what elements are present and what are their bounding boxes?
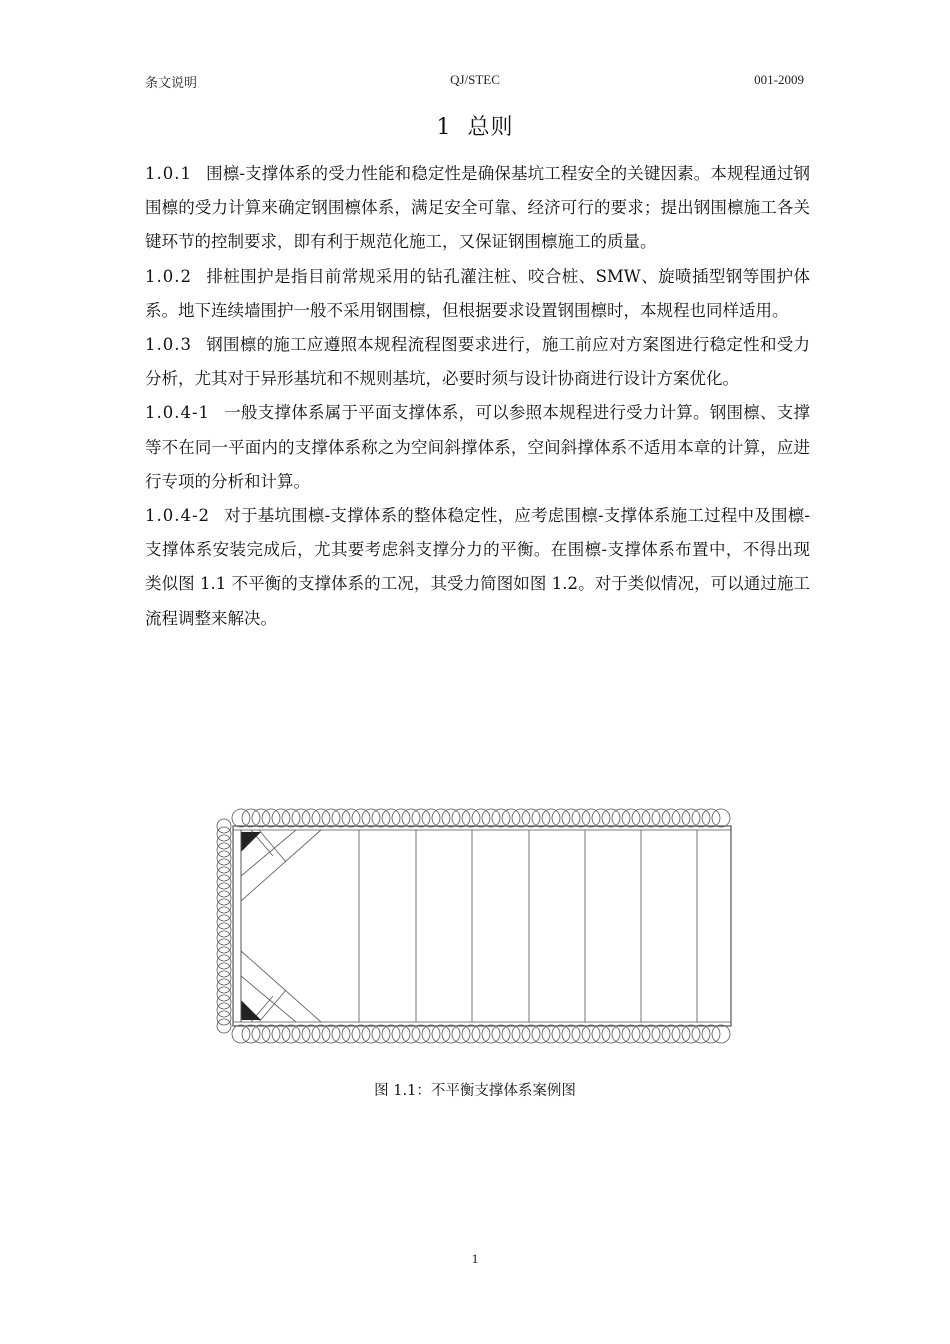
pile-circle bbox=[217, 891, 231, 905]
pile-circle bbox=[692, 1025, 710, 1043]
pile-circle bbox=[672, 809, 690, 827]
pile-circle bbox=[432, 1025, 450, 1043]
pile-circle bbox=[612, 1025, 630, 1043]
pile-circle bbox=[642, 1025, 660, 1043]
pile-circle bbox=[672, 1025, 690, 1043]
pile-circle bbox=[312, 1025, 330, 1043]
pile-circle bbox=[217, 859, 231, 873]
pile-circle bbox=[217, 899, 231, 913]
pile-circle bbox=[232, 1025, 250, 1043]
paragraph-1-0-1 bbox=[145, 157, 810, 260]
pile-circle bbox=[662, 1025, 680, 1043]
pile-circle bbox=[442, 1025, 460, 1043]
unbalanced-bracing-figure bbox=[211, 806, 739, 1046]
pile-circle bbox=[232, 809, 250, 827]
header-left: 条文说明 bbox=[145, 75, 198, 90]
pile-circle bbox=[512, 809, 530, 827]
pile-circle bbox=[282, 809, 300, 827]
pile-circle bbox=[482, 809, 500, 827]
pile-circle bbox=[572, 1025, 590, 1043]
paragraph-number: 1.0.4-2 bbox=[145, 506, 211, 526]
pile-circle bbox=[452, 809, 470, 827]
pile-circle bbox=[242, 809, 260, 827]
pile-circle bbox=[217, 955, 231, 969]
pile-circle bbox=[542, 809, 560, 827]
pile-circle bbox=[692, 809, 710, 827]
pile-circle bbox=[502, 1025, 520, 1043]
paragraph-text: 对于基坑围檩-支撑体系的整体稳定性，应考虑围檩-支撑体系施工过程中及围檩-支撑体系安装完成后，尤其要考虑斜支撑分力的平衡。在围檩-支撑体系布置中，不得出现类似图 1.1 不平衡的支撑体系的工况，其受力简图如图 1.2。对于类似情况，可以通过施工流程调整来解决。 bbox=[145, 506, 810, 628]
pile-circle bbox=[532, 809, 550, 827]
pile-circle bbox=[532, 1025, 550, 1043]
pile-circle bbox=[217, 867, 231, 881]
pile-circle bbox=[217, 947, 231, 961]
pile-circle bbox=[512, 1025, 530, 1043]
pile-circle bbox=[217, 979, 231, 993]
pile-circle bbox=[392, 809, 410, 827]
paragraph-1-0-4-2 bbox=[145, 499, 810, 636]
pile-circle bbox=[682, 809, 700, 827]
bottom-left-corner-block bbox=[241, 1000, 261, 1020]
pile-circle bbox=[352, 809, 370, 827]
pile-circle bbox=[522, 1025, 540, 1043]
pile-circle bbox=[412, 809, 430, 827]
pile-circle bbox=[712, 1025, 730, 1043]
pile-circle bbox=[602, 809, 620, 827]
vertical-struts bbox=[359, 830, 697, 1022]
pile-circle bbox=[217, 987, 231, 1001]
pile-circle bbox=[217, 1011, 231, 1025]
pile-circle bbox=[402, 1025, 420, 1043]
pile-circle bbox=[312, 809, 330, 827]
pile-circle bbox=[217, 971, 231, 985]
pile-circle bbox=[217, 1019, 231, 1033]
pile-circle bbox=[217, 843, 231, 857]
pile-circle bbox=[217, 827, 231, 841]
pile-circle bbox=[582, 809, 600, 827]
left-pile-row bbox=[217, 819, 231, 1033]
paragraph-1-0-4-1 bbox=[145, 396, 810, 499]
pile-circle bbox=[217, 939, 231, 953]
pile-circle bbox=[217, 915, 231, 929]
pile-circle bbox=[217, 875, 231, 889]
pile-circle bbox=[217, 1003, 231, 1017]
pile-circle bbox=[412, 1025, 430, 1043]
pile-circle bbox=[392, 1025, 410, 1043]
pile-circle bbox=[217, 851, 231, 865]
pile-circle bbox=[302, 809, 320, 827]
pile-circle bbox=[462, 1025, 480, 1043]
pile-circle bbox=[492, 1025, 510, 1043]
pile-circle bbox=[642, 809, 660, 827]
pile-circle bbox=[322, 1025, 340, 1043]
pile-circle bbox=[572, 809, 590, 827]
header-center: QJ/STEC bbox=[450, 72, 500, 87]
paragraph-number: 1.0.1 bbox=[145, 164, 192, 183]
pile-circle bbox=[422, 1025, 440, 1043]
pile-circle bbox=[472, 809, 490, 827]
figure-caption: 图 1.1：不平衡支撑体系案例图 bbox=[374, 1083, 576, 1099]
pile-circle bbox=[602, 1025, 620, 1043]
page-number: 1 bbox=[471, 1251, 479, 1266]
pile-circle bbox=[562, 1025, 580, 1043]
header-right: 001-2009 bbox=[754, 72, 804, 87]
pile-circle bbox=[502, 809, 520, 827]
top-pile-row bbox=[232, 809, 730, 827]
pile-circle bbox=[217, 963, 231, 977]
pile-circle bbox=[472, 1025, 490, 1043]
paragraph-number: 1.0.4-1 bbox=[145, 403, 211, 423]
paragraph-text: 钢围檩的施工应遵照本规程流程图要求进行，施工前应对方案图进行稳定性和受力分析，尤其对于异形基坑和不规则基坑，必要时须与设计协商进行设计方案优化。 bbox=[145, 335, 810, 389]
pile-circle bbox=[322, 809, 340, 827]
pile-circle bbox=[702, 809, 720, 827]
pile-circle bbox=[652, 1025, 670, 1043]
pile-circle bbox=[217, 835, 231, 849]
waler-frame bbox=[233, 826, 731, 1026]
pile-circle bbox=[272, 809, 290, 827]
paragraph-1-0-3 bbox=[145, 328, 810, 396]
pile-circle bbox=[217, 883, 231, 897]
pile-circle bbox=[262, 1025, 280, 1043]
pile-circle bbox=[262, 809, 280, 827]
bottom-pile-row bbox=[232, 1025, 730, 1043]
pile-circle bbox=[652, 809, 670, 827]
pile-circle bbox=[332, 1025, 350, 1043]
pile-circle bbox=[632, 809, 650, 827]
pile-circle bbox=[302, 1025, 320, 1043]
pile-circle bbox=[422, 809, 440, 827]
pile-circle bbox=[217, 819, 231, 833]
pile-circle bbox=[372, 1025, 390, 1043]
pile-circle bbox=[252, 1025, 270, 1043]
paragraph-1-0-2 bbox=[145, 260, 810, 328]
pile-circle bbox=[562, 809, 580, 827]
pile-circle bbox=[217, 931, 231, 945]
pile-circle bbox=[622, 809, 640, 827]
pile-circle bbox=[552, 1025, 570, 1043]
pile-circle bbox=[592, 1025, 610, 1043]
paragraph-text: 围檩-支撑体系的受力性能和稳定性是确保基坑工程安全的关键因素。本规程通过钢围檩的受力计算来确定钢围檩体系，满足安全可靠、经济可行的要求；提出钢围檩施工各关键环节的控制要求，即有利于规范化施工，又保证钢围檩施工的质量。 bbox=[145, 164, 810, 252]
pile-circle bbox=[352, 1025, 370, 1043]
pile-circle bbox=[382, 809, 400, 827]
pile-circle bbox=[452, 1025, 470, 1043]
pile-circle bbox=[382, 1025, 400, 1043]
section-title bbox=[0, 110, 950, 141]
pile-circle bbox=[462, 809, 480, 827]
pile-circle bbox=[342, 1025, 360, 1043]
pile-circle bbox=[522, 809, 540, 827]
pile-circle bbox=[582, 1025, 600, 1043]
section-number: 1 bbox=[436, 115, 452, 140]
pile-circle bbox=[242, 1025, 260, 1043]
pile-circle bbox=[402, 809, 420, 827]
pile-circle bbox=[292, 809, 310, 827]
pile-circle bbox=[362, 1025, 380, 1043]
pile-circle bbox=[592, 809, 610, 827]
paragraph-text: 排桩围护是指目前常规采用的钻孔灌注桩、咬合桩、SMW、旋喷插型钢等围护体系。地下连续墙围护一般不采用钢围檩，但根据要求设置钢围檩时，本规程也同样适用。 bbox=[145, 266, 810, 320]
pile-circle bbox=[272, 1025, 290, 1043]
pile-circle bbox=[252, 809, 270, 827]
paragraph-number: 1.0.2 bbox=[145, 266, 192, 286]
pile-circle bbox=[372, 809, 390, 827]
pile-circle bbox=[217, 923, 231, 937]
pile-circle bbox=[432, 809, 450, 827]
pile-circle bbox=[292, 1025, 310, 1043]
body-text bbox=[145, 157, 810, 636]
pile-circle bbox=[217, 907, 231, 921]
pile-circle bbox=[217, 995, 231, 1009]
diagonal-braces bbox=[241, 830, 321, 1022]
pile-circle bbox=[662, 809, 680, 827]
pile-circle bbox=[362, 809, 380, 827]
pile-circle bbox=[482, 1025, 500, 1043]
pile-circle bbox=[612, 809, 630, 827]
pile-circle bbox=[542, 1025, 560, 1043]
paragraph-text: 一般支撑体系属于平面支撑体系，可以参照本规程进行受力计算。钢围檩、支撑等不在同一平面内的支撑体系称之为空间斜撑体系，空间斜撑体系不适用本章的计算，应进行专项的分析和计算。 bbox=[145, 403, 810, 491]
pile-circle bbox=[552, 809, 570, 827]
section-title-text: 总则 bbox=[467, 115, 514, 140]
pile-circle bbox=[702, 1025, 720, 1043]
pile-circle bbox=[492, 809, 510, 827]
pile-circle bbox=[342, 809, 360, 827]
pile-circle bbox=[632, 1025, 650, 1043]
top-left-corner-block bbox=[241, 832, 261, 852]
pile-circle bbox=[332, 809, 350, 827]
pile-circle bbox=[712, 809, 730, 827]
pile-circle bbox=[282, 1025, 300, 1043]
pile-circle bbox=[622, 1025, 640, 1043]
pile-circle bbox=[682, 1025, 700, 1043]
pile-circle bbox=[442, 809, 460, 827]
paragraph-number: 1.0.3 bbox=[145, 335, 192, 355]
